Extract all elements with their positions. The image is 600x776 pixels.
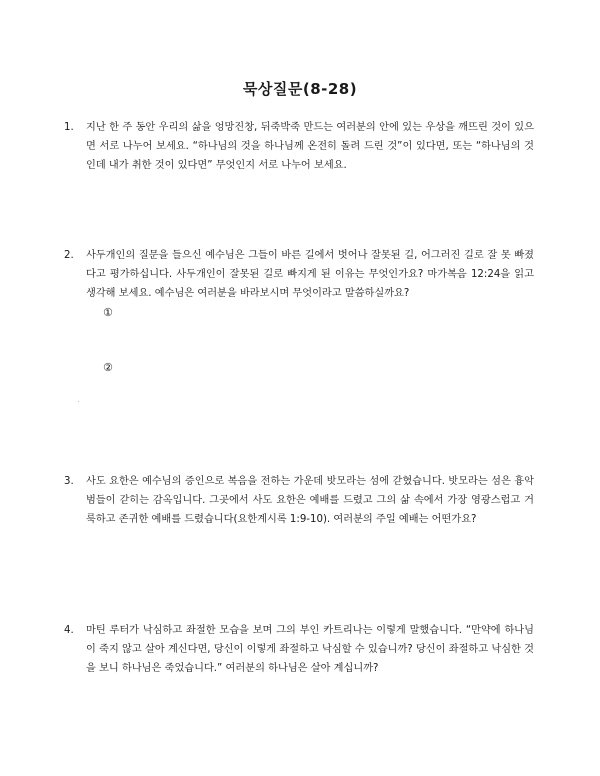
question-text: 마틴 루터가 낙심하고 좌절한 모습을 보며 그의 부인 카트리나는 이렇게 말했습니다. “만약에 하나님이 죽지 않고 살아 계신다면, 당신이 이렇게 좌절하고 낙심할 수 있습니까? 당신이 좌절하고 낙심한 것을 보니 하나님은 죽었습니다.” 여러분의 하나님은 살아 계십니까? xyxy=(86,625,534,674)
answer-mark-2: ② xyxy=(103,361,113,374)
page-title: 묵상질문(8-28) xyxy=(242,80,358,98)
question-number: 1. xyxy=(64,122,74,133)
question-3 xyxy=(64,472,534,529)
question-number: 3. xyxy=(64,476,74,487)
question-4 xyxy=(64,621,534,678)
question-number: 4. xyxy=(64,625,74,636)
stray-dot xyxy=(78,401,79,402)
answer-mark-1: ① xyxy=(103,306,113,319)
question-text: 사두개인의 질문을 들으신 예수님은 그들이 바른 길에서 벗어나 잘못된 길, 어그러진 길로 잘 못 빠졌다고 평가하십니다. 사두개인이 잘못된 길로 빠지게 된 이유는 무엇인가요? 마가복음 12:24을 읽고 생각해 보세요. 예수님은 여러분을 바라보시며 무엇이라고 말씀하실까요? xyxy=(86,250,534,299)
question-number: 2. xyxy=(64,250,74,261)
question-1 xyxy=(64,118,534,175)
question-text: 지난 한 주 동안 우리의 삶을 엉망진창, 뒤죽박죽 만드는 여러분의 안에 있는 우상을 깨뜨린 것이 있으면 서로 나누어 보세요. “하나님의 것을 하나님께 온전히 돌려 드린 것”이 있다면, 또는 “하나님의 것인데 내가 취한 것이 있다면” 무엇인지 서로 나누어 보세요. xyxy=(86,122,534,171)
question-2 xyxy=(64,246,534,303)
question-text: 사도 요한은 예수님의 증인으로 복음을 전하는 가운데 밧모라는 섬에 갇혔습니다. 밧모라는 섬은 흉악범들이 갇히는 감옥입니다. 그곳에서 사도 요한은 예배를 드렸고 그의 삶 속에서 가장 영광스럽고 거룩하고 존귀한 예배를 드렸습니다(요한계시록 1:9-10). 여러분의 주일 예배는 어떤가요? xyxy=(86,476,534,525)
